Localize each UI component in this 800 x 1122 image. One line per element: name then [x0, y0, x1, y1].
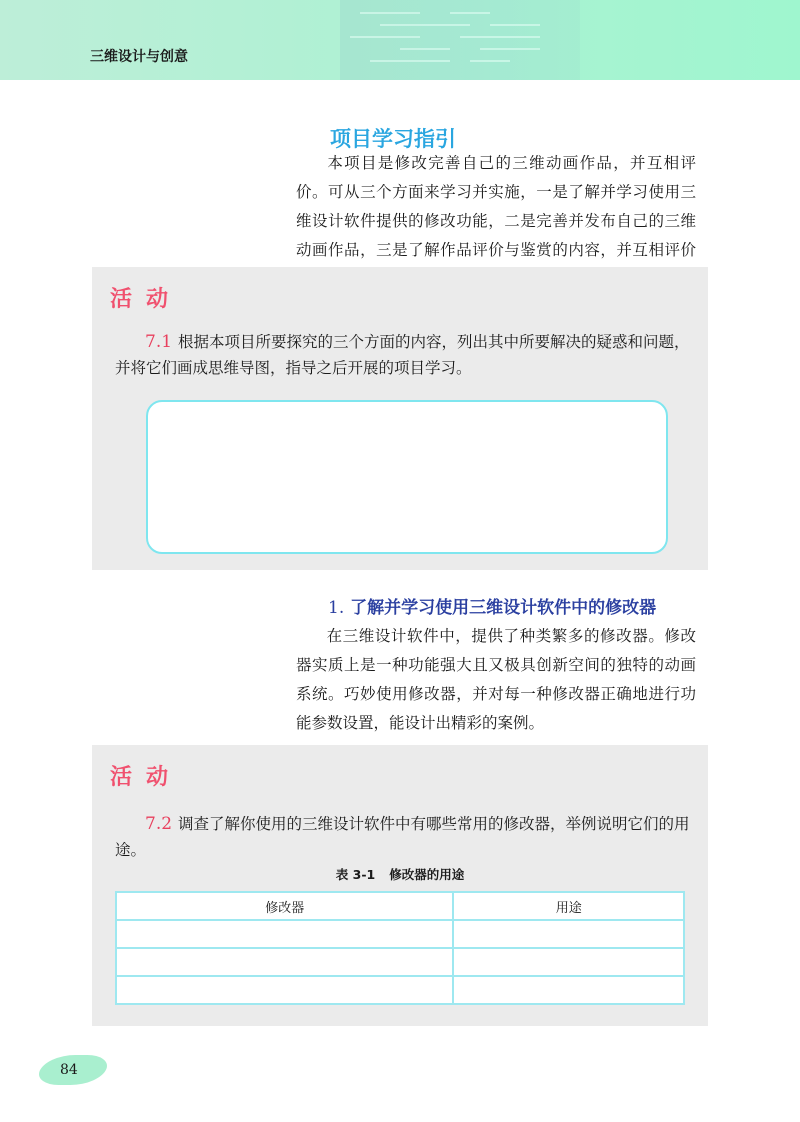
- subsection-number: 1.: [328, 598, 345, 618]
- activity-text: 根据本项目所要探究的三个方面的内容，列出其中所要解决的疑惑和问题，并将它们画成思维导图，指导之后开展的项目学习。: [115, 333, 690, 377]
- table-caption: [92, 865, 708, 883]
- page-number: 84: [60, 1062, 78, 1078]
- table-cell[interactable]: [453, 976, 684, 1004]
- section-paragraph: [296, 622, 696, 738]
- activity-number: 7.1: [145, 332, 173, 352]
- table-caption-number: 表 3-1: [335, 867, 376, 882]
- table-header-usage: 用途: [453, 892, 684, 920]
- table-cell[interactable]: [453, 948, 684, 976]
- table-cell[interactable]: [116, 976, 453, 1004]
- activity-paragraph: [115, 811, 695, 863]
- table-row: [116, 976, 684, 1004]
- header-band: [0, 0, 800, 80]
- subsection-title-text: 了解并学习使用三维设计软件中的修改器: [350, 598, 657, 618]
- section-text: 在三维设计软件中，提供了种类繁多的修改器。修改器实质上是一种功能强大且又极具创新空间的独特的动画系统。巧妙使用修改器，并对每一种修改器正确地进行功能参数设置，能设计出精彩的案例。: [296, 627, 696, 732]
- subsection-title: [328, 593, 656, 618]
- table-header-row: [116, 892, 684, 920]
- table-cell[interactable]: [453, 920, 684, 948]
- table-caption-text: 修改器的用途: [389, 867, 465, 882]
- modifier-table: [115, 891, 685, 1005]
- running-header-title: 三维设计与创意: [90, 49, 188, 65]
- guide-text: 本项目是修改完善自己的三维动画作品，并互相评价。可从三个方面来学习并实施，一是了解并学习使用三维设计软件提供的修改功能，二是完善并发布自己的三维动画作品，三是了解作品评价与鉴赏的内容，并互相评价: [296, 154, 696, 259]
- activity-box-2: [92, 745, 708, 1026]
- header-code-texture: [340, 0, 580, 80]
- table-row: [116, 920, 684, 948]
- table-cell[interactable]: [116, 948, 453, 976]
- activity-title: 活动: [110, 765, 183, 790]
- activity-paragraph: [115, 329, 695, 381]
- guide-title: 项目学习指引: [330, 127, 456, 151]
- activity-text: 调查了解你使用的三维设计软件中有哪些常用的修改器，举例说明它们的用途。: [115, 815, 690, 859]
- table-header-modifier: 修改器: [116, 892, 453, 920]
- table-cell[interactable]: [116, 920, 453, 948]
- activity-title: 活动: [110, 287, 183, 312]
- activity-box-1: [92, 267, 708, 570]
- activity-number: 7.2: [145, 814, 173, 834]
- table-row: [116, 948, 684, 976]
- mind-map-answer-area[interactable]: [146, 400, 668, 554]
